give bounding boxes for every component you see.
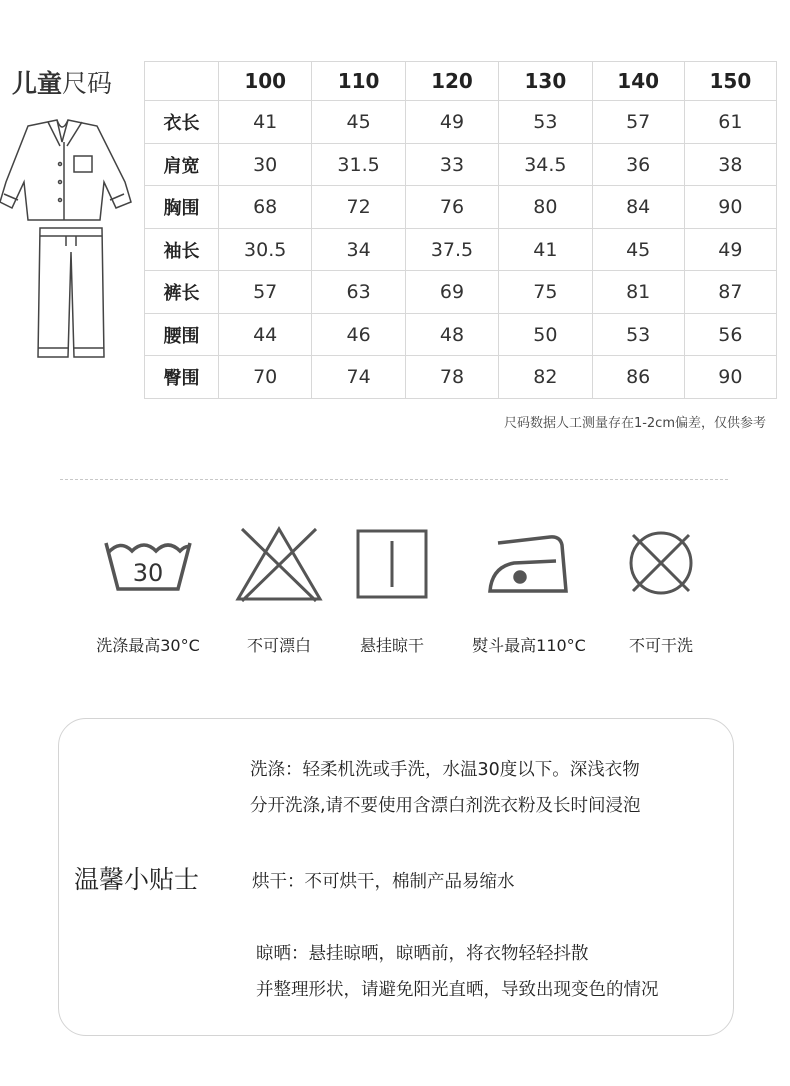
tips-title: 温馨小贴士 bbox=[74, 865, 200, 894]
tip-line: 晾晒：悬挂晾晒，晾晒前，将衣物轻轻抖散 bbox=[256, 944, 589, 964]
care-item-iron bbox=[469, 525, 589, 655]
care-item-hang-dry bbox=[332, 525, 452, 655]
no-bleach-icon bbox=[234, 525, 324, 605]
corner-cell bbox=[145, 62, 219, 101]
row-label: 裤长 bbox=[145, 271, 219, 314]
table-row bbox=[145, 313, 777, 356]
size-header: 140 bbox=[592, 62, 684, 101]
wash-temp-label: 30 bbox=[132, 559, 164, 587]
table-row bbox=[145, 356, 777, 399]
size-header: 120 bbox=[405, 62, 498, 101]
tip-line: 分开洗涤,请不要使用含漂白剂洗衣粉及长时间浸泡 bbox=[250, 796, 641, 816]
table-row bbox=[145, 271, 777, 314]
table-cell: 41 bbox=[219, 101, 312, 144]
table-row bbox=[145, 186, 777, 229]
row-label: 肩宽 bbox=[145, 143, 219, 186]
table-cell: 50 bbox=[499, 313, 592, 356]
table-cell: 70 bbox=[219, 356, 312, 399]
table-cell: 82 bbox=[499, 356, 592, 399]
table-cell: 45 bbox=[592, 228, 684, 271]
table-row bbox=[145, 143, 777, 186]
table-cell: 31.5 bbox=[312, 143, 405, 186]
table-row bbox=[145, 228, 777, 271]
table-header-row bbox=[145, 62, 777, 101]
table-cell: 86 bbox=[592, 356, 684, 399]
table-cell: 90 bbox=[684, 356, 776, 399]
table-cell: 49 bbox=[405, 101, 498, 144]
table-cell: 84 bbox=[592, 186, 684, 229]
table-cell: 53 bbox=[592, 313, 684, 356]
tip-line: 并整理形状，请避免阳光直晒，导致出现变色的情况 bbox=[256, 980, 659, 1000]
size-table bbox=[144, 61, 777, 399]
table-cell: 45 bbox=[312, 101, 405, 144]
hang-dry-icon bbox=[352, 525, 432, 605]
table-cell: 69 bbox=[405, 271, 498, 314]
table-cell: 30.5 bbox=[219, 228, 312, 271]
row-label: 胸围 bbox=[145, 186, 219, 229]
table-cell: 63 bbox=[312, 271, 405, 314]
row-label: 袖长 bbox=[145, 228, 219, 271]
table-cell: 33 bbox=[405, 143, 498, 186]
row-label: 腰围 bbox=[145, 313, 219, 356]
table-cell: 46 bbox=[312, 313, 405, 356]
table-cell: 53 bbox=[499, 101, 592, 144]
table-cell: 56 bbox=[684, 313, 776, 356]
size-header: 100 bbox=[219, 62, 312, 101]
care-caption: 不可漂白 bbox=[246, 636, 311, 655]
table-cell: 90 bbox=[684, 186, 776, 229]
table-cell: 44 bbox=[219, 313, 312, 356]
table-cell: 76 bbox=[405, 186, 498, 229]
size-header: 110 bbox=[312, 62, 405, 101]
table-cell: 34.5 bbox=[499, 143, 592, 186]
row-label: 臀围 bbox=[145, 356, 219, 399]
care-caption: 不可干洗 bbox=[628, 636, 693, 655]
care-caption: 洗涤最高30°C bbox=[96, 636, 200, 655]
tip-line: 洗涤：轻柔机洗或手洗，水温30度以下。深浅衣物 bbox=[250, 760, 640, 780]
table-cell: 78 bbox=[405, 356, 498, 399]
table-cell: 74 bbox=[312, 356, 405, 399]
size-header: 150 bbox=[684, 62, 776, 101]
measurement-note: 尺码数据人工测量存在1-2cm偏差，仅供参考 bbox=[503, 416, 766, 431]
pajama-set-icon bbox=[0, 112, 140, 372]
table-cell: 68 bbox=[219, 186, 312, 229]
table-cell: 72 bbox=[312, 186, 405, 229]
no-dry-clean-icon bbox=[621, 525, 701, 605]
care-item-wash bbox=[88, 525, 208, 655]
table-cell: 37.5 bbox=[405, 228, 498, 271]
size-header: 130 bbox=[499, 62, 592, 101]
table-cell: 87 bbox=[684, 271, 776, 314]
care-item-no-dry-clean bbox=[601, 525, 721, 655]
table-cell: 34 bbox=[312, 228, 405, 271]
row-label: 衣长 bbox=[145, 101, 219, 144]
table-cell: 48 bbox=[405, 313, 498, 356]
table-cell: 57 bbox=[592, 101, 684, 144]
care-caption: 悬挂晾干 bbox=[359, 636, 424, 655]
table-cell: 49 bbox=[684, 228, 776, 271]
care-caption: 熨斗最高110°C bbox=[472, 636, 586, 655]
table-cell: 75 bbox=[499, 271, 592, 314]
table-cell: 30 bbox=[219, 143, 312, 186]
table-cell: 41 bbox=[499, 228, 592, 271]
table-cell: 57 bbox=[219, 271, 312, 314]
tip-line: 烘干：不可烘干，棉制产品易缩水 bbox=[252, 872, 515, 892]
table-cell: 81 bbox=[592, 271, 684, 314]
table-row bbox=[145, 101, 777, 144]
size-chart-title: 儿童尺码 bbox=[12, 69, 113, 98]
table-cell: 38 bbox=[684, 143, 776, 186]
iron-icon bbox=[484, 525, 574, 605]
dashed-divider bbox=[60, 479, 728, 480]
wash-30-icon bbox=[98, 525, 198, 595]
table-cell: 36 bbox=[592, 143, 684, 186]
care-item-no-bleach bbox=[219, 525, 339, 655]
table-cell: 61 bbox=[684, 101, 776, 144]
table-cell: 80 bbox=[499, 186, 592, 229]
